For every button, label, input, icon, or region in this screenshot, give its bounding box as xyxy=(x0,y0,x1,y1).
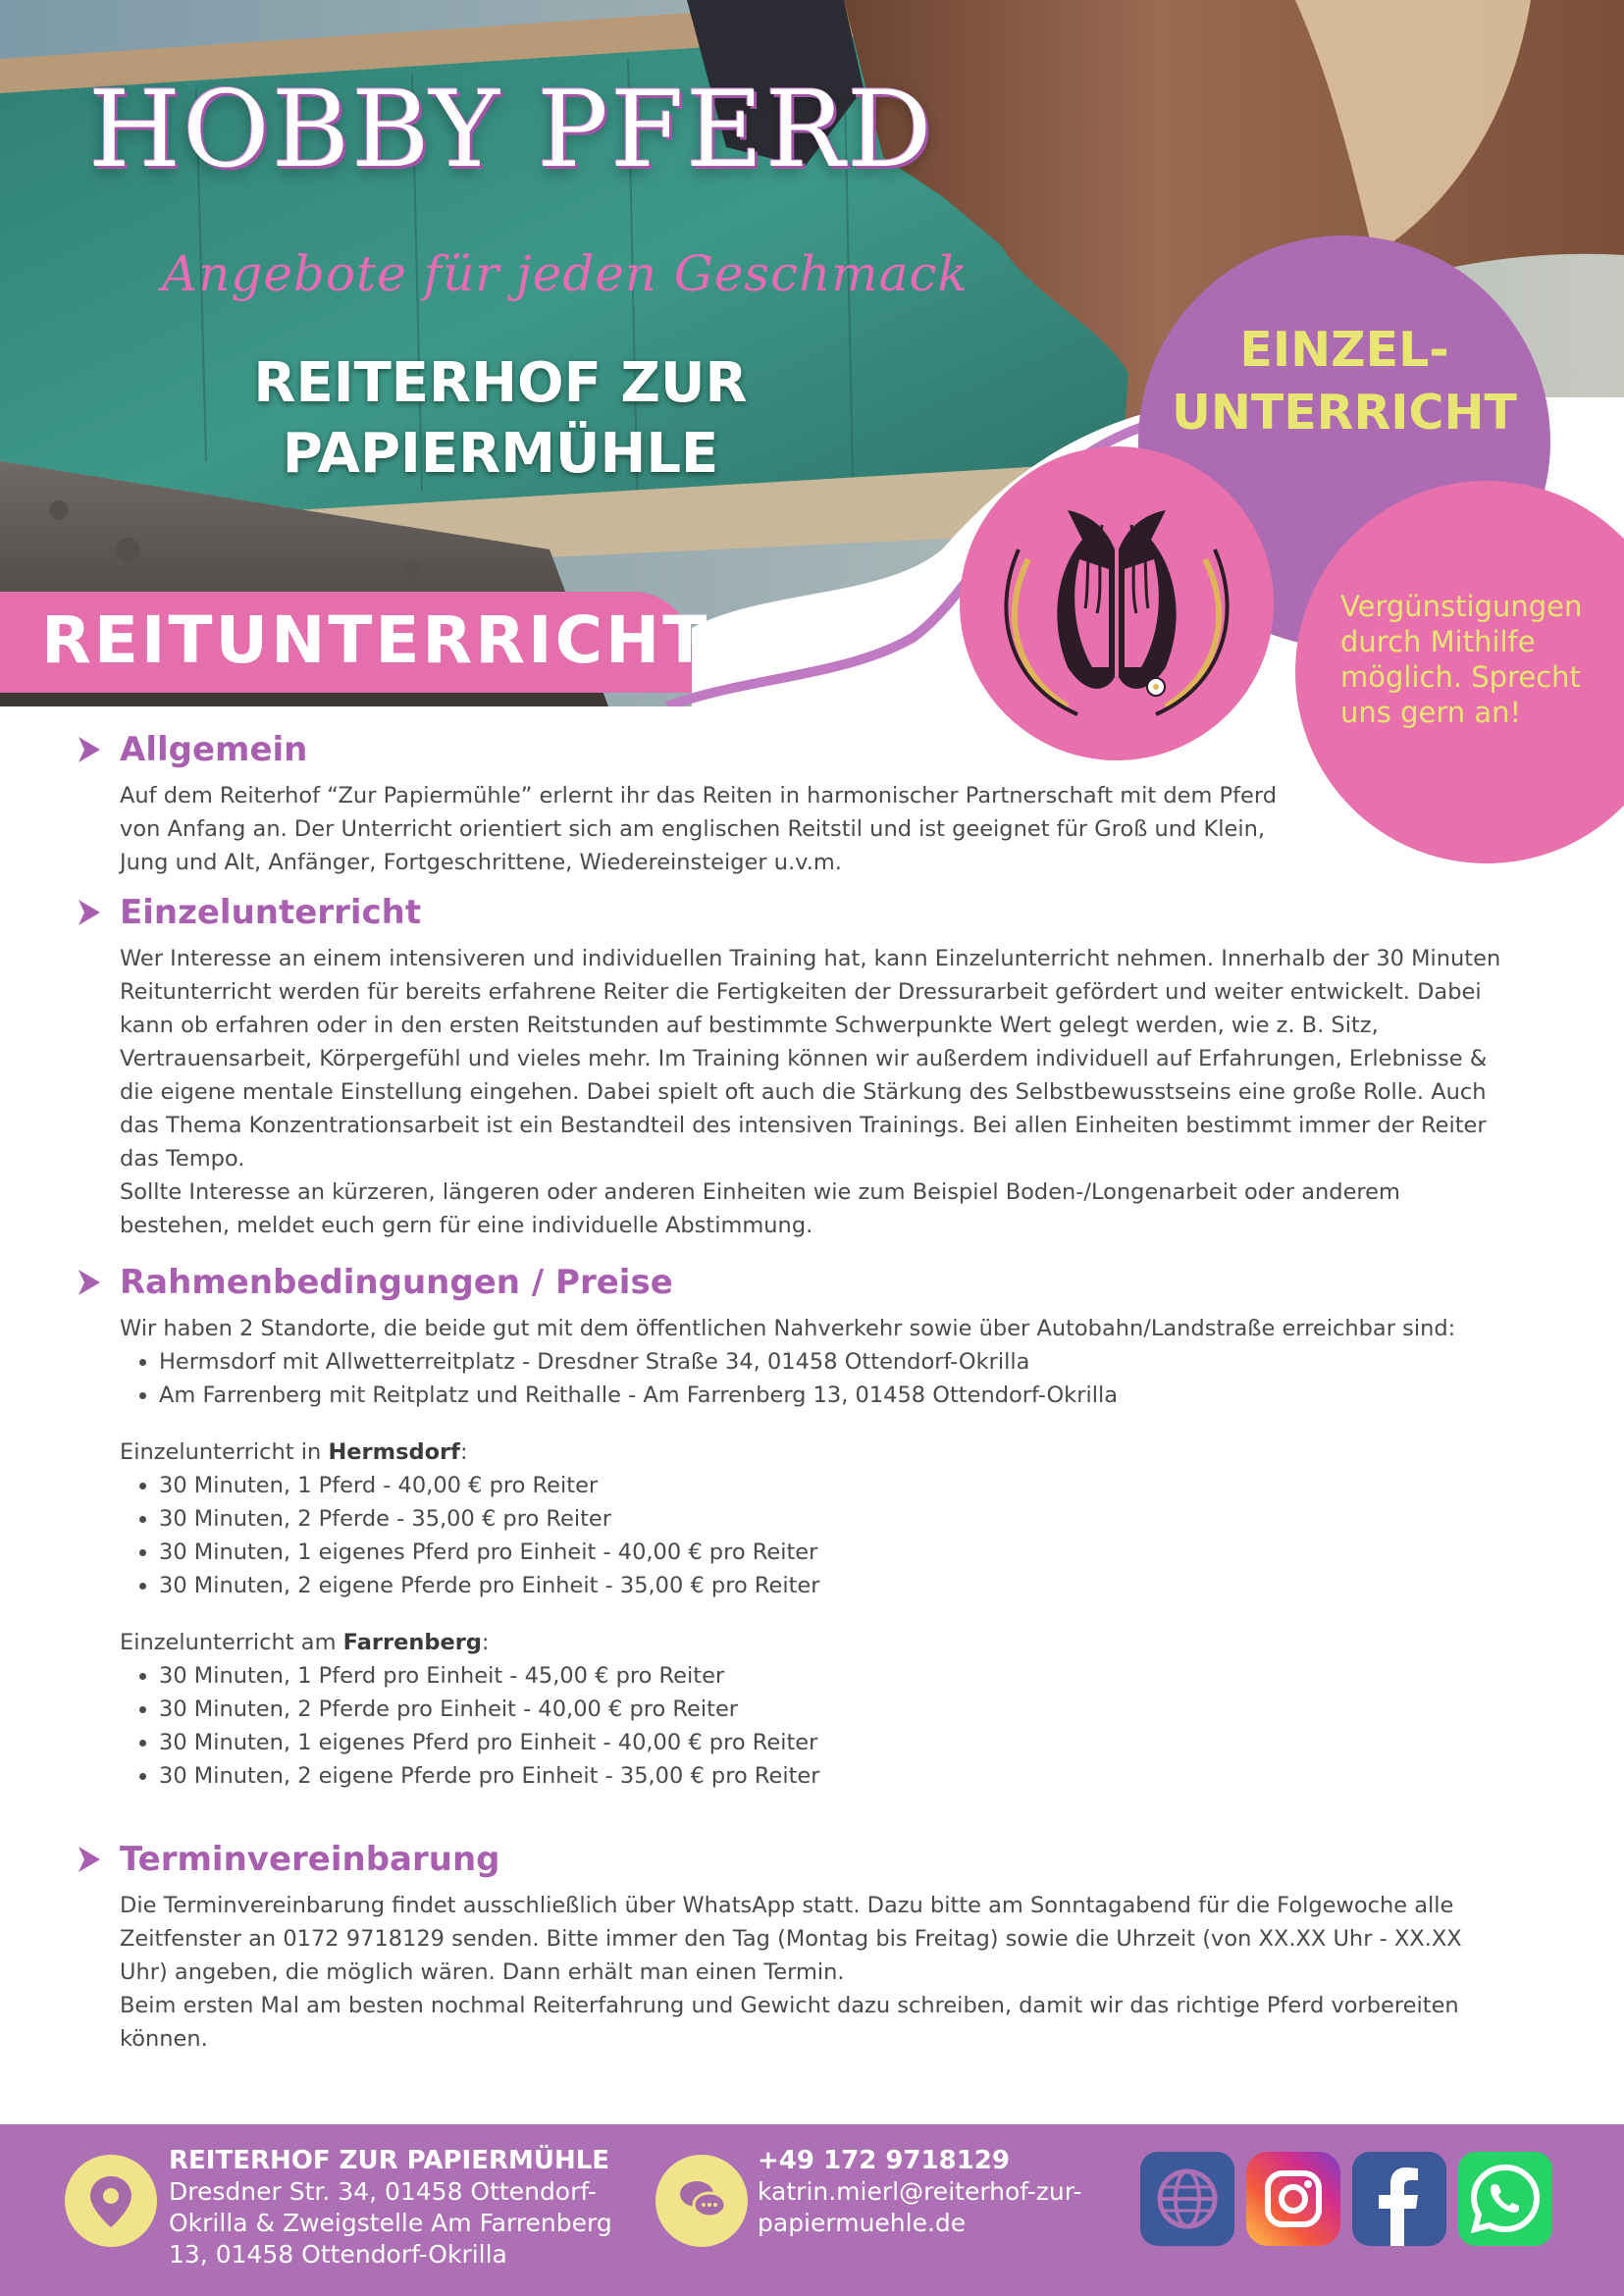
standorte-list xyxy=(120,1345,1509,1412)
website-icon xyxy=(1140,2152,1234,2246)
section-text xyxy=(120,1312,1509,1345)
facebook-button[interactable] xyxy=(1352,2152,1446,2246)
list-item: • 30 Minuten, 2 eigene Pferde pro Einheit - 35,00 € pro Reiter xyxy=(159,1759,1509,1793)
section-text xyxy=(120,1889,1509,2056)
paragraph: Wir haben 2 Standorte, die beide gut mit dem öffentlichen Nahverkehr sowie über Autobahn/Landstraße erreichbar sind: xyxy=(120,1316,1456,1341)
whatsapp-icon xyxy=(1458,2152,1552,2246)
footer-address-head: REITERHOF ZUR PAPIERMÜHLE xyxy=(169,2146,610,2175)
list-item: • 30 Minuten, 2 Pferde pro Einheit - 40,00 € pro Reiter xyxy=(159,1693,1509,1726)
chevron-right-icon xyxy=(77,735,102,764)
hof-name-line2: PAPIERMÜHLE xyxy=(282,422,719,486)
contact-icon-circle xyxy=(655,2155,748,2247)
location-name: Hermsdorf xyxy=(328,1439,460,1465)
chevron-right-icon xyxy=(77,1845,102,1874)
section-title: Allgemein xyxy=(120,730,308,769)
section-text xyxy=(120,942,1509,1242)
section-heading xyxy=(77,1261,1509,1304)
hermsdorf-heading xyxy=(120,1435,1509,1469)
tagline: Angebote für jeden Geschmack xyxy=(162,245,969,302)
email-link[interactable]: katrin.mierl@reiterhof-zur- xyxy=(758,2177,1082,2206)
location-pin-icon xyxy=(86,2174,135,2229)
hof-name-line1: REITERHOF ZUR xyxy=(253,351,748,415)
label: : xyxy=(459,1439,468,1465)
chat-bubbles-icon xyxy=(677,2174,728,2225)
paragraph: Sollte Interesse an kürzeren, längeren oder anderen Einheiten wie zum Beispiel Boden-/Longenarbeit oder anderem bestehen, meldet euch gern für eine individuelle Abstimmung. xyxy=(120,1179,1400,1238)
website-button[interactable] xyxy=(1140,2152,1234,2246)
section-heading xyxy=(77,891,1509,934)
whatsapp-button[interactable] xyxy=(1458,2152,1552,2246)
list-item: • Am Farrenberg mit Reitplatz und Reithalle - Am Farrenberg 13, 01458 Ottendorf-Okrilla xyxy=(159,1379,1509,1412)
section-allgemein xyxy=(77,728,1509,879)
list-item: • 30 Minuten, 1 eigenes Pferd pro Einheit - 40,00 € pro Reiter xyxy=(159,1536,1509,1569)
hof-name xyxy=(226,348,775,490)
section-title: Einzelunterricht xyxy=(120,893,422,932)
list-item: • 30 Minuten, 2 Pferde - 35,00 € pro Reiter xyxy=(159,1502,1509,1536)
page-title: REITUNTERRICHT xyxy=(41,602,710,678)
section-heading xyxy=(77,1838,1509,1881)
phone-number[interactable]: +49 172 9718129 xyxy=(758,2146,1010,2175)
label: Einzelunterricht am xyxy=(120,1630,343,1655)
facebook-icon xyxy=(1352,2152,1446,2246)
footer-contact xyxy=(758,2145,1130,2239)
footer-address-line: 13, 01458 Ottendorf-Okrilla xyxy=(169,2240,507,2269)
farrenberg-price-list xyxy=(120,1659,1509,1793)
list-item: • Hermsdorf mit Allwetterreitplatz - Dresdner Straße 34, 01458 Ottendorf-Okrilla xyxy=(159,1345,1509,1379)
discount-badge-text: Vergünstigungen durch Mithilfe möglich. Sprecht uns gern an! xyxy=(1340,590,1583,729)
instagram-icon xyxy=(1246,2152,1340,2246)
section-text xyxy=(120,779,1509,879)
footer-address-line: Dresdner Str. 34, 01458 Ottendorf- xyxy=(169,2177,597,2206)
paragraph: Auf dem Reiterhof “Zur Papiermühle” erlernt ihr das Reiten in harmonischer Partnerschaft mit dem Pferd von Anfang an. Der Unterricht orientiert sich am englischen Reitstil und ist geeignet für Groß und Klein, Jung und Alt, Anfänger, Fortgeschrittene, Wiedereinsteiger u.v.m. xyxy=(120,783,1278,875)
section-title: Rahmenbedingungen / Preise xyxy=(120,1263,673,1302)
list-item: • 30 Minuten, 1 Pferd pro Einheit - 45,00 € pro Reiter xyxy=(159,1659,1509,1693)
farrenberg-heading xyxy=(120,1626,1509,1659)
logo-circle xyxy=(960,446,1274,760)
chevron-right-icon xyxy=(77,1268,102,1297)
email-link[interactable]: papiermuehle.de xyxy=(758,2209,967,2237)
paragraph: Die Terminvereinbarung findet ausschließlich über WhatsApp statt. Dazu bitte am Sonntagabend für die Folgewoche alle Zeitfenster an 0172 9718129 senden. Bitte immer den Tag (Montag bis Freitag) sowie die Uhrzeit (von XX.XX Uhr - XX.XX Uhr) angeben, die möglich wären. Dann erhält man einen Termin. xyxy=(120,1893,1462,1985)
label: Einzelunterricht in xyxy=(120,1439,329,1465)
section-title: Terminvereinbarung xyxy=(120,1840,500,1879)
label: : xyxy=(481,1630,490,1655)
horse-heads-icon xyxy=(999,491,1234,716)
list-item: • 30 Minuten, 2 eigene Pferde pro Einheit - 35,00 € pro Reiter xyxy=(159,1569,1509,1602)
list-item: • 30 Minuten, 1 Pferd - 40,00 € pro Reiter xyxy=(159,1469,1509,1502)
section-heading xyxy=(77,728,1509,771)
footer-address xyxy=(169,2145,640,2270)
paragraph: Wer Interesse an einem intensiveren und individuellen Training hat, kann Einzelunterricht nehmen. Innerhalb der 30 Minuten Reitunterricht werden für bereits erfahrene Reiter die Fertigkeiten der Dressurarbeit gefördert und weiter entwickelt. Dabei kann ob erfahren oder in den ersten Reitstunden auf bestimmte Schwerpunkte Wert gelegt werden, wie z. B. Sitz, Vertrauensarbeit, Körpergefühl und vieles mehr. Im Training können wir außerdem individuell auf Erfahrungen, Erlebnisse & die eigene mentale Einstellung eingehen. Dabei spielt oft auch die Stärkung des Selbstbewusstseins eine große Rolle. Auch das Thema Konzentrationsarbeit ist ein Bestandteil des intensiven Trainings. Bei allen Einheiten bestimmt immer der Reiter das Tempo. xyxy=(120,946,1501,1172)
location-name: Farrenberg xyxy=(342,1630,482,1655)
einzelunterricht-badge-text xyxy=(1158,319,1531,444)
hermsdorf-price-list xyxy=(120,1469,1509,1602)
list-item: • 30 Minuten, 1 eigenes Pferd pro Einheit - 40,00 € pro Reiter xyxy=(159,1726,1509,1759)
badge-line2: UNTERRICHT xyxy=(1172,385,1517,441)
brand-title: HOBBY PFERD xyxy=(88,69,934,191)
section-einzelunterricht xyxy=(77,891,1509,1242)
location-icon-circle xyxy=(65,2155,157,2247)
footer-address-line: Okrilla & Zweigstelle Am Farrenberg xyxy=(169,2209,612,2237)
chevron-right-icon xyxy=(77,898,102,927)
badge-line1: EINZEL- xyxy=(1239,322,1449,378)
section-termin xyxy=(77,1838,1509,2056)
section-preise xyxy=(77,1261,1509,1793)
paragraph: Beim ersten Mal am besten nochmal Reiterfahrung und Gewicht dazu schreiben, damit wir das richtige Pferd vorbereiten können. xyxy=(120,1993,1459,2052)
instagram-button[interactable] xyxy=(1246,2152,1340,2246)
